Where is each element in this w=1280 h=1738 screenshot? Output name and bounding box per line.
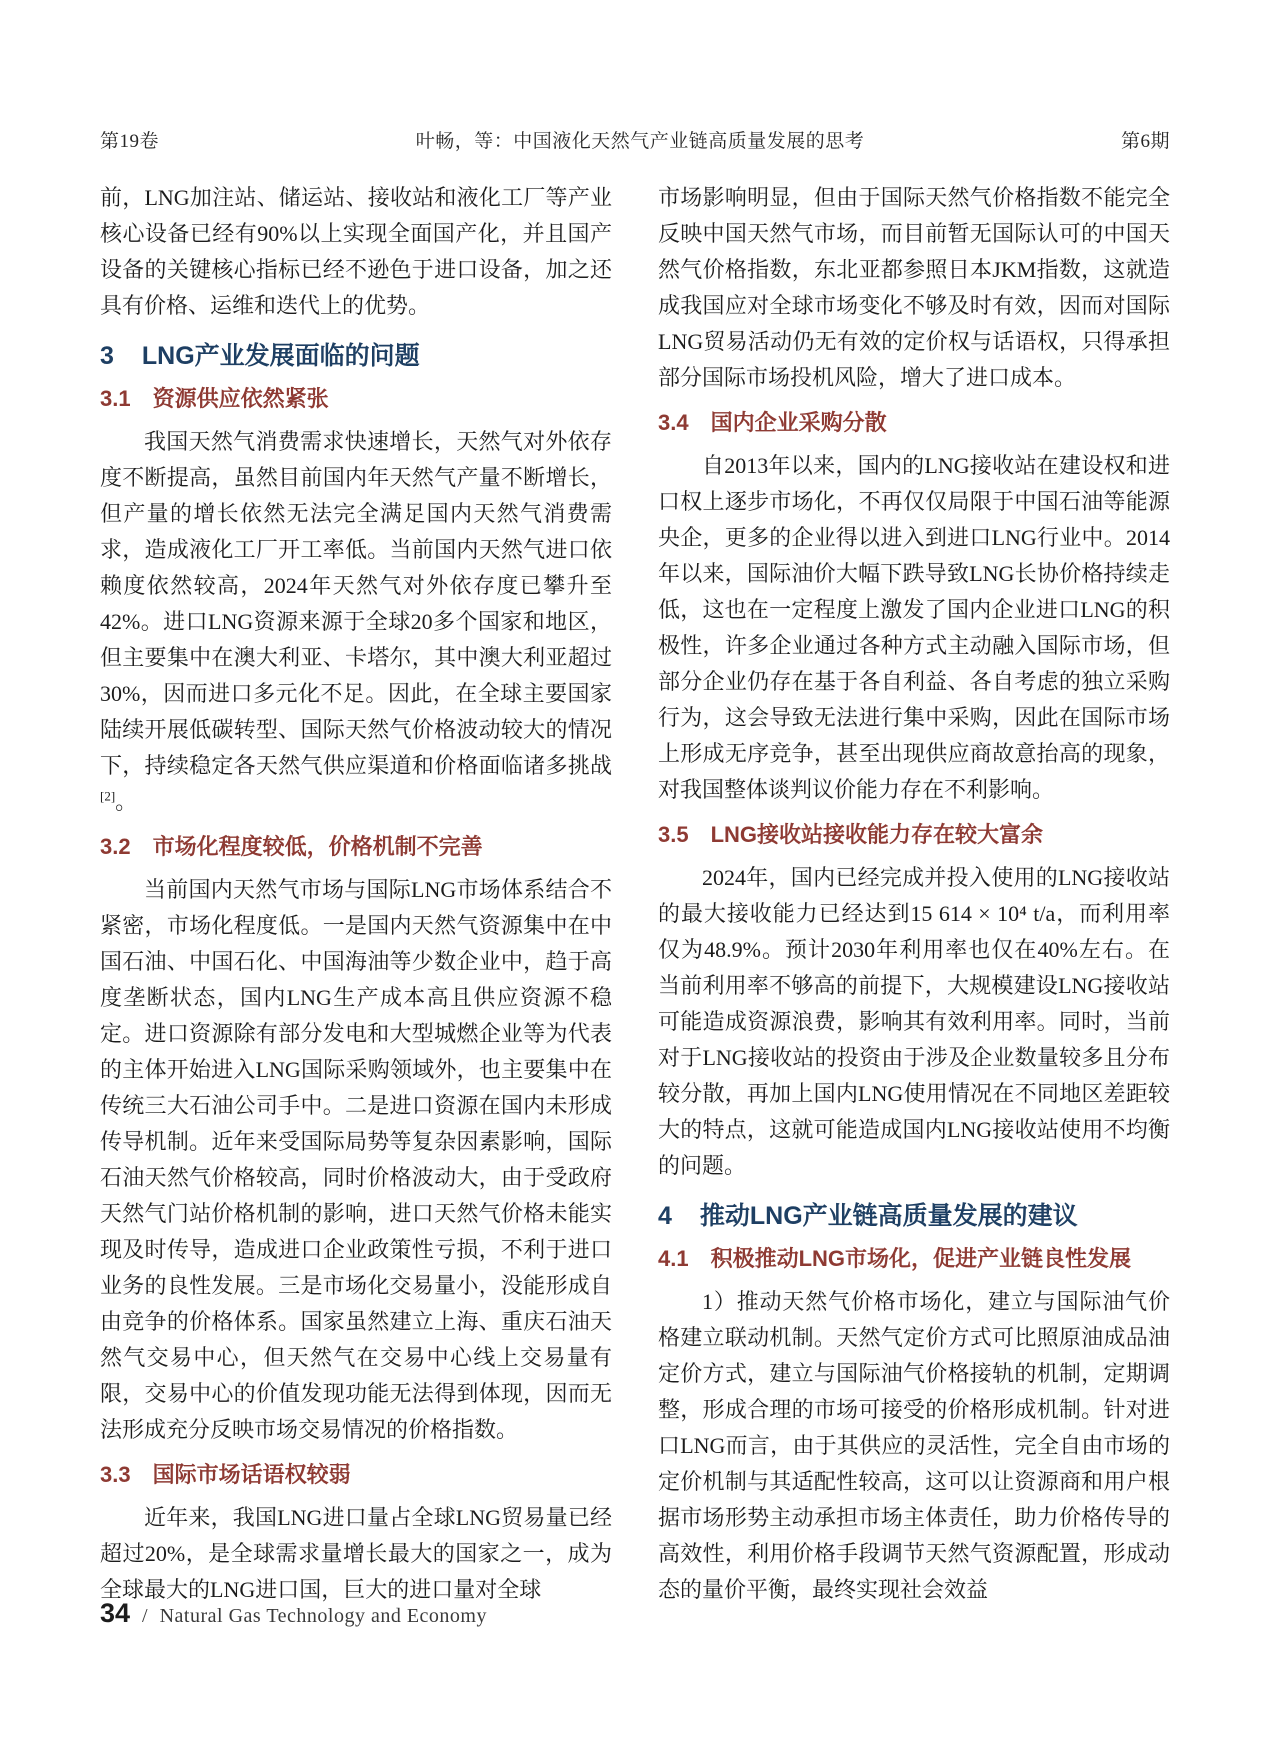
subsection-number: 3.5: [658, 822, 689, 847]
section-heading-3: [100, 340, 612, 372]
subsection-heading-4-1: [658, 1244, 1170, 1274]
paragraph-continued: 前，LNG加注站、储运站、接收站和液化工厂等产业核心设备已经有90%以上实现全面国产化，并且国产设备的关键核心指标已经不逊色于进口设备，加之还具有价格、运维和迭代上的优势。: [100, 185, 612, 318]
running-title: 叶畅，等：中国液化天然气产业链高质量发展的思考: [415, 131, 865, 152]
right-column: [658, 180, 1170, 1608]
paragraph-continued: 市场影响明显，但由于国际天然气价格指数不能完全反映中国天然气市场，而目前暂无国际认可的中国天然气价格指数，东北亚都参照日本JKM指数，这就造成我国应对全球市场变化不够及时有效，因而对国际LNG贸易活动仍无有效的定价权与话语权，只得承担部分国际市场投机风险，增大了进口成本。: [658, 185, 1170, 390]
subsection-number: 3.2: [100, 834, 131, 859]
running-head: [100, 126, 1170, 153]
left-column: [100, 180, 612, 1608]
subsection-heading-3-3: [100, 1460, 612, 1490]
subsection-title: LNG接收站接收能力存在较大富余: [710, 822, 1044, 847]
subsection-title: 积极推动LNG市场化，促进产业链良性发展: [710, 1246, 1132, 1271]
paragraph: [100, 424, 612, 820]
journal-name: Natural Gas Technology and Economy: [159, 1605, 487, 1627]
volume-label: 第19卷: [100, 131, 160, 152]
section-number: 3: [100, 342, 114, 370]
paragraph: 1）推动天然气价格市场化，建立与国际油气价格建立联动机制。天然气定价方式可比照原油成品油定价方式，建立与国际油气价格接轨的机制，定期调整，形成合理的市场可接受的价格形成机制。针对进口LNG而言，由于其供应的灵活性，完全自由市场的定价机制与其适配性较高，这可以让资源商和用户根据市场形势主动承担市场主体责任，助力价格传导的高效性，利用价格手段调节天然气资源配置，形成动态的量价平衡，最终实现社会效益: [658, 1289, 1170, 1602]
section-title: LNG产业发展面临的问题: [141, 342, 420, 370]
subsection-title: 市场化程度较低，价格机制不完善: [152, 834, 483, 859]
subsection-heading-3-1: [100, 384, 612, 414]
page-number: 34: [100, 1598, 131, 1628]
page-footer: [100, 1598, 487, 1629]
citation-ref: [2]: [100, 788, 116, 804]
paragraph-text: 。: [115, 789, 138, 814]
paragraph: 2024年，国内已经完成并投入使用的LNG接收站的最大接收能力已经达到15 614 × 10⁴ t/a，而利用率仅为48.9%。预计2030年利用率也仅在40%左右。在当前利用率不够高的前提下，大规模建设LNG接收站可能造成资源浪费，影响其有效利用率。同时，当前对于LNG接收站的投资由于涉及企业数量较多且分布较分散，再加上国内LNG使用情况在不同地区差距较大的特点，这就可能造成国内LNG接收站使用不均衡的问题。: [658, 865, 1170, 1178]
subsection-number: 4.1: [658, 1246, 689, 1271]
subsection-title: 资源供应依然紧张: [152, 386, 329, 411]
subsection-heading-3-5: [658, 820, 1170, 850]
subsection-heading-3-4: [658, 408, 1170, 438]
article-body: [100, 180, 1170, 1608]
paragraph: 近年来，我国LNG进口量占全球LNG贸易量已经超过20%，是全球需求量增长最大的国家之一，成为全球最大的LNG进口国，巨大的进口量对全球: [100, 1505, 612, 1602]
section-heading-4: [658, 1200, 1170, 1232]
paragraph: 自2013年以来，国内的LNG接收站在建设权和进口权上逐步市场化，不再仅仅局限于中国石油等能源央企，更多的企业得以进入到进口LNG行业中。2014年以来，国际油价大幅下跌导致LNG长协价格持续走低，这也在一定程度上激发了国内企业进口LNG的积极性，许多企业通过各种方式主动融入国际市场，但部分企业仍存在基于各自利益、各自考虑的独立采购行为，这会导致无法进行集中采购，因此在国际市场上形成无序竞争，甚至出现供应商故意抬高的现象，对我国整体谈判议价能力存在不利影响。: [658, 453, 1170, 802]
subsection-number: 3.1: [100, 386, 131, 411]
section-title: 推动LNG产业链高质量发展的建议: [699, 1202, 1078, 1230]
subsection-title: 国内企业采购分散: [710, 410, 887, 435]
paragraph: 当前国内天然气市场与国际LNG市场体系结合不紧密，市场化程度低。一是国内天然气资源集中在中国石油、中国石化、中国海油等少数企业中，趋于高度垄断状态，国内LNG生产成本高且供应资源不稳定。进口资源除有部分发电和大型城燃企业等为代表的主体开始进入LNG国际采购领域外，也主要集中在传统三大石油公司手中。二是进口资源在国内未形成传导机制。近年来受国际局势等复杂因素影响，国际石油天然气价格较高，同时价格波动大，由于受政府天然气门站价格机制的影响，进口天然气价格未能实现及时传导，造成进口企业政策性亏损，不利于进口业务的良性发展。三是市场化交易量小，没能形成自由竞争的价格体系。国家虽然建立上海、重庆石油天然气交易中心，但天然气在交易中心线上交易量有限，交易中心的价值发现功能无法得到体现，因而无法形成充分反映市场交易情况的价格指数。: [100, 877, 612, 1442]
subsection-number: 3.4: [658, 410, 689, 435]
issue-label: 第6期: [1120, 131, 1170, 152]
footer-slash: /: [142, 1605, 148, 1627]
subsection-number: 3.3: [100, 1462, 131, 1487]
paragraph-text: 我国天然气消费需求快速增长，天然气对外依存度不断提高，虽然目前国内年天然气产量不断增长，但产量的增长依然无法完全满足国内天然气消费需求，造成液化工厂开工率低。当前国内天然气进口依赖度依然较高，2024年天然气对外依存度已攀升至42%。进口LNG资源来源于全球20多个国家和地区，但主要集中在澳大利亚、卡塔尔，其中澳大利亚超过30%，因而进口多元化不足。因此，在全球主要国家陆续开展低碳转型、国际天然气价格波动较大的情况下，持续稳定各天然气供应渠道和价格面临诸多挑战: [100, 429, 612, 778]
subsection-heading-3-2: [100, 832, 612, 862]
section-number: 4: [658, 1202, 672, 1230]
subsection-title: 国际市场话语权较弱: [152, 1462, 351, 1487]
